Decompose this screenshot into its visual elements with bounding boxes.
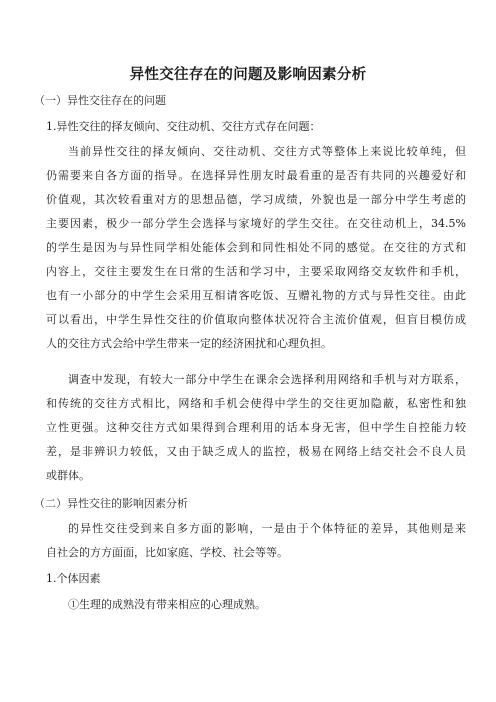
para1-line-4: 主要因素，极少一部分学生会选择与家境好的学生交往。在交往动机上，34.5% <box>46 217 466 230</box>
document-title: 异性交往存在的问题及影响因素分析 <box>129 67 367 83</box>
para1-line-5: 的学生是因为与异性同学相处能体会到和同性相处不同的感觉。在交往的方式和 <box>46 241 466 254</box>
para1-line-6: 内容上，交往主要发生在日常的生活和学习中，主要采取网络交友软件和手机， <box>46 265 466 278</box>
para3-line-1: 的异性交往受到来自多方面的影响，一是由于个体特征的差异，其他则是来 <box>68 522 466 535</box>
subheading-2: 1.个体因素 <box>46 572 101 585</box>
para1-line-2: 仍需要来自各方面的指导。在选择异性朋友时最看重的是否有共同的兴趣爱好和 <box>46 169 466 182</box>
para1-line-8: 可以看出，中学生异性交往的价值取向整体状况符合主流价值观，但盲目模仿成 <box>46 313 466 326</box>
para2-line-4: 差，是非辨识力较低，又由于缺乏成人的监控，极易在网络上结交社会不良人员 <box>46 445 466 458</box>
section-heading-2: （二）异性交往的影响因素分析 <box>34 497 188 510</box>
para2-line-1: 调查中发现，有较大一部分中学生在课余会选择利用网络和手机与对方联系， <box>68 373 466 386</box>
para2-line-2: 和传统的交往方式相比，网络和手机会使得中学生的交往更加隐蔽，私密性和独 <box>46 397 466 410</box>
para1-line-3: 价值观，其次较看重对方的思想品德，学习成绩，外貌也是一部分中学生考虑的 <box>46 193 466 206</box>
para1-line-7: 也有一小部分的中学生会采用互相请客吃饭、互赠礼物的方式与异性交往。由此 <box>46 289 466 302</box>
para1-line-9: 人的交往方式会给中学生带来一定的经济困扰和心理负担。 <box>46 337 332 350</box>
subheading-1: 1.异性交往的择友倾向、交往动机、交往方式存在问题： <box>46 120 321 133</box>
section-heading-1: （一）异性交往存在的问题 <box>34 94 166 107</box>
para2-line-3: 立性更强。这种交往方式如果得到合理利用的话本身无害，但中学生自控能力较 <box>46 421 466 434</box>
para1-line-1: 当前异性交往的择友倾向、交往动机、交往方式等整体上来说比较单纯，但 <box>68 145 466 158</box>
list-item-1: ①生理的成熟没有带来相应的心理成熟。 <box>68 598 266 611</box>
para2-line-5: 或群体。 <box>46 469 90 482</box>
para3-line-2: 自社会的方方面面，比如家庭、学校、社会等等。 <box>46 546 288 559</box>
